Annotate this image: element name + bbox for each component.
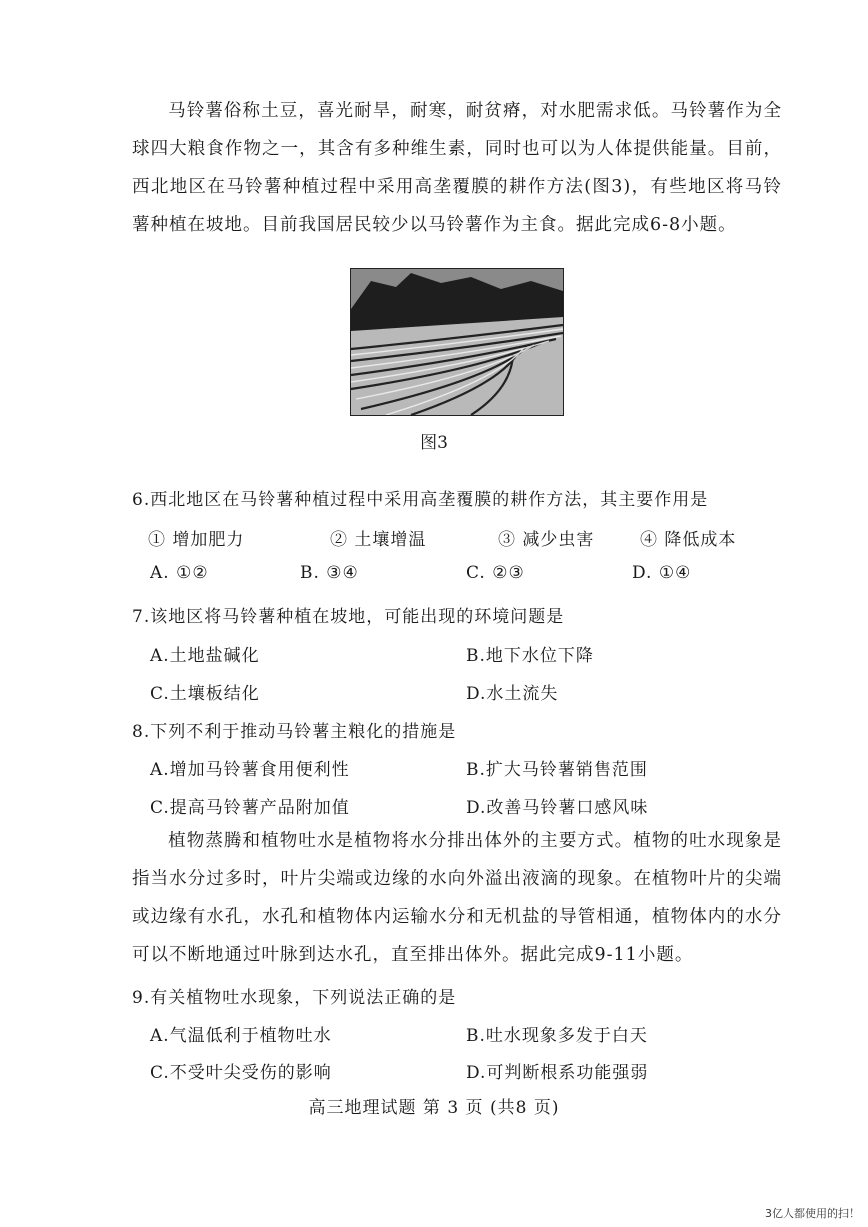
- q7-option-c: C.土壤板结化: [150, 684, 260, 704]
- q7-option-b: B.地下水位下降: [466, 646, 594, 666]
- q6-item-4: ④ 降低成本: [640, 530, 737, 550]
- q8-option-a: A.增加马铃薯食用便利性: [150, 760, 350, 780]
- page-footer: 高三地理试题 第 3 页 (共8 页): [308, 1098, 560, 1118]
- passage-potato: [132, 92, 782, 244]
- question-9-stem: 9.有关植物吐水现象，下列说法正确的是: [132, 988, 457, 1008]
- q7-option-a: A.土地盐碱化: [150, 646, 260, 666]
- q6-item-1: ① 增加肥力: [148, 530, 245, 550]
- passage-potato-text: 马铃薯俗称土豆，喜光耐旱，耐寒，耐贫瘠，对水肥需求低。马铃薯作为全球四大粮食作物之一，其含有多种维生素，同时也可以为人体提供能量。目前，西北地区在马铃薯种植过程中采用高垄覆膜的耕作方法(图3)，有些地区将马铃薯种植在坡地。目前我国居民较少以马铃薯作为主食。据此完成6-8小题。: [132, 101, 782, 235]
- q6-option-d: D. ①④: [632, 563, 692, 583]
- q6-option-a: A. ①②: [150, 563, 209, 583]
- q6-item-2: ② 土壤增温: [330, 530, 427, 550]
- q8-option-d: D.改善马铃薯口感风味: [466, 798, 649, 818]
- q8-option-c: C.提高马铃薯产品附加值: [150, 798, 350, 818]
- q8-option-b: B.扩大马铃薯销售范围: [466, 760, 648, 780]
- figure-caption: 图3: [420, 433, 448, 453]
- question-6-stem: 6.西北地区在马铃薯种植过程中采用高垄覆膜的耕作方法，其主要作用是: [132, 490, 709, 510]
- q9-option-a: A.气温低利于植物吐水: [150, 1026, 332, 1046]
- passage-guttation: [132, 822, 782, 974]
- question-8-stem: 8.下列不利于推动马铃薯主粮化的措施是: [132, 722, 457, 742]
- q6-option-b: B. ③④: [300, 563, 359, 583]
- q6-option-c: C. ②③: [466, 563, 525, 583]
- q9-option-c: C.不受叶尖受伤的影响: [150, 1063, 332, 1083]
- q7-option-d: D.水土流失: [466, 684, 559, 704]
- scanner-stamp: 3亿人都使用的扫！: [765, 1207, 860, 1220]
- passage-guttation-text: 植物蒸腾和植物吐水是植物将水分排出体外的主要方式。植物的吐水现象是指当水分过多时，叶片尖端或边缘的水向外溢出液滴的现象。在植物叶片的尖端或边缘有水孔，水孔和植物体内运输水分和无机盐的导管相通，植物体内的水分可以不断地通过叶脉到达水孔，直至排出体外。据此完成9-11小题。: [132, 831, 782, 965]
- q9-option-b: B.吐水现象多发于白天: [466, 1026, 648, 1046]
- question-7-stem: 7.该地区将马铃薯种植在坡地，可能出现的环境问题是: [132, 607, 565, 627]
- figure-3-photo: [350, 268, 564, 416]
- q9-option-d: D.可判断根系功能强弱: [466, 1063, 649, 1083]
- q6-item-3: ③ 减少虫害: [498, 530, 595, 550]
